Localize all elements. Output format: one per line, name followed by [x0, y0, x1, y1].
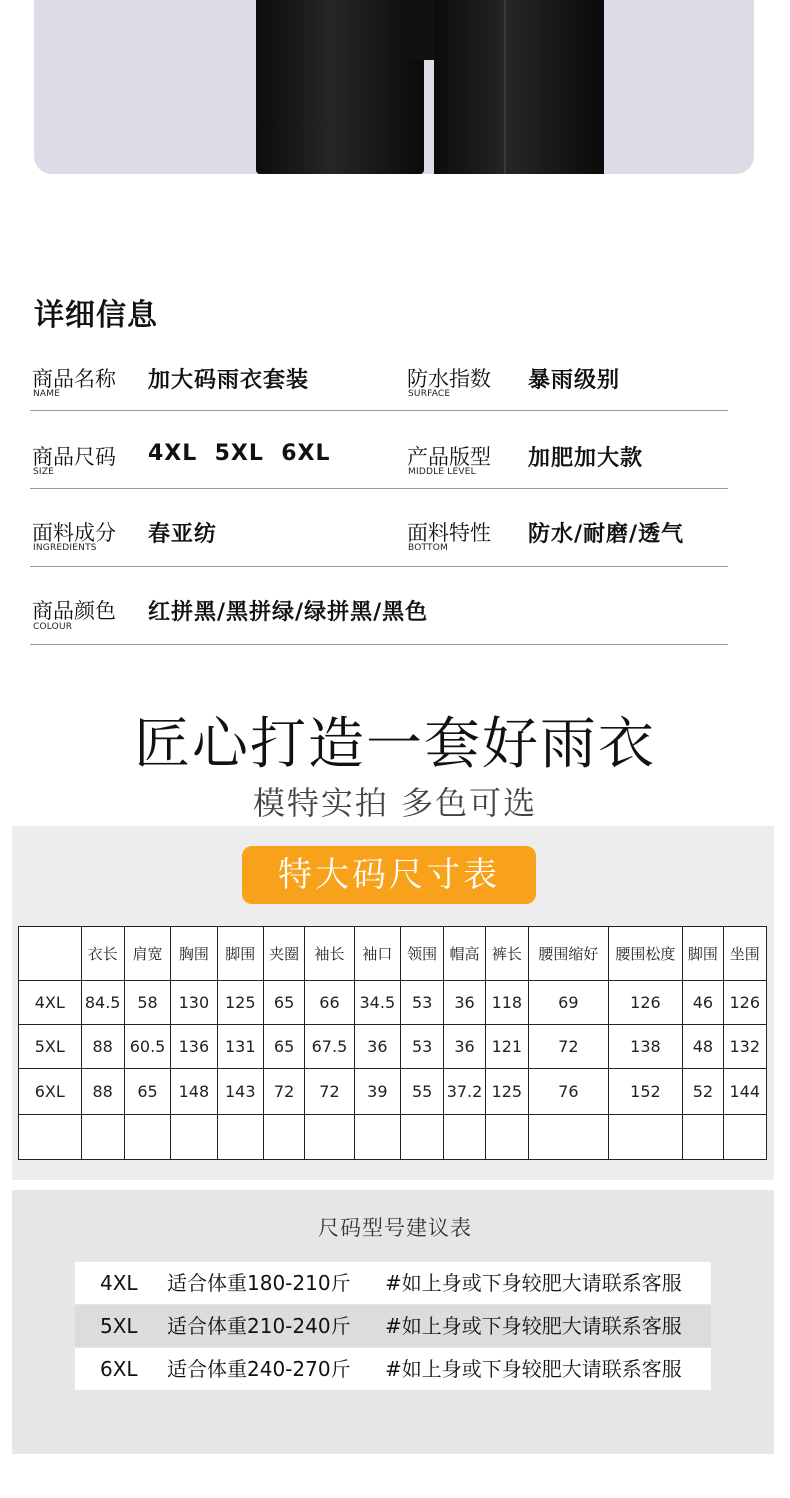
recommendation-title: 尺码型号建议表 [318, 1216, 472, 1240]
table-cell: 67.5 [305, 1025, 354, 1069]
spec-row-colour [30, 567, 728, 645]
rec-note: #如上身或下身较肥大请联系客服 [385, 1357, 682, 1381]
spec-value: 加肥加大款 [528, 446, 644, 471]
size-chart-badge: 特大码尺寸表 [242, 846, 536, 904]
table-cell: 76 [529, 1069, 609, 1115]
table-cell: 132 [723, 1025, 766, 1069]
table-cell: 6XL [19, 1069, 82, 1115]
spec-label-en: BOTTOM [408, 543, 448, 553]
table-cell: 4XL [19, 981, 82, 1025]
table-cell: 65 [263, 1025, 304, 1069]
spec-label: 产品版型 [407, 445, 491, 469]
recommendation-row [75, 1262, 711, 1304]
table-header-cell: 裤长 [485, 927, 528, 981]
table-cell: 126 [608, 981, 683, 1025]
table-cell: 46 [683, 981, 723, 1025]
spec-label-en: SURFACE [408, 389, 451, 399]
rec-weight: 适合体重180-210斤 [167, 1271, 351, 1295]
spec-row-material [30, 489, 728, 567]
table-cell: 125 [217, 981, 263, 1025]
recommendation-row [75, 1348, 711, 1390]
table-header-cell: 袖长 [305, 927, 354, 981]
pants-right-leg [434, 0, 604, 174]
table-header-cell: 衣长 [81, 927, 124, 981]
table-header-cell [19, 927, 82, 981]
table-cell: 88 [81, 1025, 124, 1069]
table-cell [485, 1115, 528, 1160]
spec-row-size [30, 411, 728, 489]
spec-value: 加大码雨衣套装 [148, 368, 310, 393]
table-header-cell: 夹圈 [263, 927, 304, 981]
table-cell: 152 [608, 1069, 683, 1115]
table-header-cell: 脚围 [217, 927, 263, 981]
table-cell [263, 1115, 304, 1160]
rec-note: #如上身或下身较肥大请联系客服 [385, 1314, 682, 1338]
table-cell [608, 1115, 683, 1160]
spec-value: 暴雨级别 [528, 368, 621, 393]
table-cell: 131 [217, 1025, 263, 1069]
table-cell [19, 1115, 82, 1160]
table-cell: 130 [171, 981, 217, 1025]
size-chart-table [18, 926, 767, 1160]
rec-size: 5XL [100, 1314, 138, 1338]
table-cell: 72 [305, 1069, 354, 1115]
recommendation-row [75, 1305, 711, 1347]
table-header-cell: 腰围缩好 [529, 927, 609, 981]
table-cell: 84.5 [81, 981, 124, 1025]
table-cell: 88 [81, 1069, 124, 1115]
table-cell [354, 1115, 400, 1160]
headline: 匠心打造一套好雨衣 [134, 712, 656, 777]
table-cell: 69 [529, 981, 609, 1025]
table-cell: 39 [354, 1069, 400, 1115]
spec-label-en: NAME [33, 389, 61, 399]
table-cell: 126 [723, 981, 766, 1025]
spec-label: 面料特性 [407, 521, 491, 545]
spec-row-name [30, 333, 728, 411]
table-cell: 36 [354, 1025, 400, 1069]
table-cell: 36 [444, 981, 485, 1025]
rec-size: 6XL [100, 1357, 138, 1381]
table-header-cell: 胸围 [171, 927, 217, 981]
details-title: 详细信息 [34, 298, 158, 333]
spec-label: 面料成分 [32, 521, 116, 545]
table-header-cell: 帽高 [444, 927, 485, 981]
rec-note: #如上身或下身较肥大请联系客服 [385, 1271, 682, 1295]
spec-label: 防水指数 [407, 367, 491, 391]
table-header-row [19, 927, 767, 981]
table-cell: 65 [263, 981, 304, 1025]
table-cell: 36 [444, 1025, 485, 1069]
table-cell [444, 1115, 485, 1160]
rec-weight: 适合体重240-270斤 [167, 1357, 351, 1381]
table-cell: 5XL [19, 1025, 82, 1069]
table-row [19, 981, 767, 1025]
table-cell: 144 [723, 1069, 766, 1115]
table-cell [217, 1115, 263, 1160]
table-cell: 118 [485, 981, 528, 1025]
table-header-cell: 脚围 [683, 927, 723, 981]
table-cell: 72 [529, 1025, 609, 1069]
table-cell: 53 [401, 981, 444, 1025]
table-header-cell: 肩宽 [124, 927, 170, 981]
table-cell: 52 [683, 1069, 723, 1115]
table-cell: 143 [217, 1069, 263, 1115]
spec-value: 防水/耐磨/透气 [528, 522, 685, 547]
spec-value: 红拼黑/黑拼绿/绿拼黑/黑色 [148, 600, 429, 625]
table-cell: 72 [263, 1069, 304, 1115]
table-cell: 125 [485, 1069, 528, 1115]
table-cell: 60.5 [124, 1025, 170, 1069]
table-cell [529, 1115, 609, 1160]
table-cell: 148 [171, 1069, 217, 1115]
table-cell: 136 [171, 1025, 217, 1069]
table-cell: 65 [124, 1069, 170, 1115]
spec-label: 商品名称 [32, 367, 116, 391]
table-cell: 58 [124, 981, 170, 1025]
pants-left-leg [256, 0, 424, 174]
table-cell [723, 1115, 766, 1160]
spec-value: 春亚纺 [148, 522, 218, 547]
spec-label-en: MIDDLE LEVEL [408, 467, 476, 477]
table-cell [305, 1115, 354, 1160]
rec-size: 4XL [100, 1271, 138, 1295]
table-row [19, 1069, 767, 1115]
spec-label: 商品颜色 [32, 599, 116, 623]
table-cell: 138 [608, 1025, 683, 1069]
spec-value: 4XL 5XL 6XL [148, 441, 331, 466]
table-cell [401, 1115, 444, 1160]
table-cell: 34.5 [354, 981, 400, 1025]
table-cell: 121 [485, 1025, 528, 1069]
table-cell: 53 [401, 1025, 444, 1069]
table-cell [124, 1115, 170, 1160]
table-cell: 66 [305, 981, 354, 1025]
subheadline: 模特实拍 多色可选 [252, 784, 538, 822]
spec-label-en: SIZE [33, 467, 55, 477]
spec-label: 商品尺码 [32, 445, 116, 469]
table-cell [683, 1115, 723, 1160]
table-cell: 48 [683, 1025, 723, 1069]
rain-pants-image [256, 0, 604, 174]
table-cell [81, 1115, 124, 1160]
table-header-cell: 领围 [401, 927, 444, 981]
rec-weight: 适合体重210-240斤 [167, 1314, 351, 1338]
spec-label-en: INGREDIENTS [33, 543, 97, 553]
table-header-cell: 腰围松度 [608, 927, 683, 981]
spec-label-en: COLOUR [33, 622, 73, 632]
table-cell: 37.2 [444, 1069, 485, 1115]
table-header-cell: 坐围 [723, 927, 766, 981]
table-header-cell: 袖口 [354, 927, 400, 981]
table-row [19, 1025, 767, 1069]
product-photo [34, 0, 754, 174]
table-cell [171, 1115, 217, 1160]
table-cell: 55 [401, 1069, 444, 1115]
table-row-empty [19, 1115, 767, 1160]
